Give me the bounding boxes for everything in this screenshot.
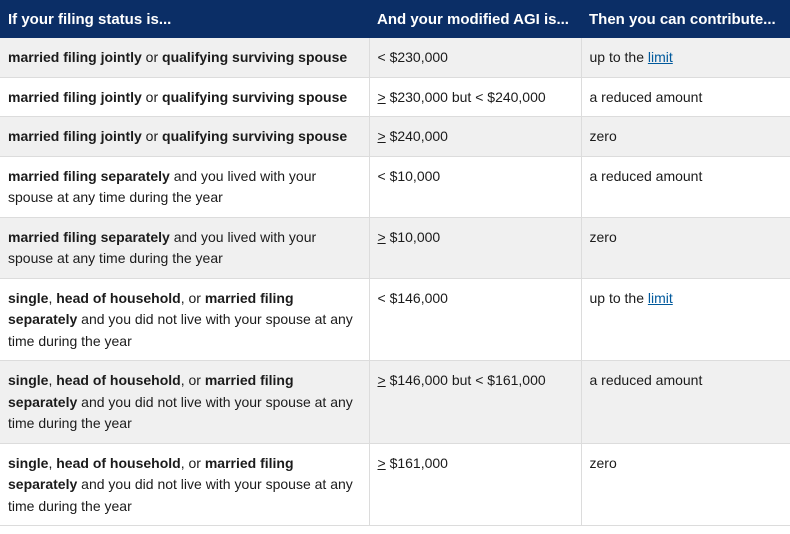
filing-status-term: married filing separately	[8, 454, 294, 492]
filing-status-text: and you did not live with your spouse at any time during the year	[8, 311, 353, 349]
contribution-text: zero	[589, 128, 617, 144]
filing-status-cell	[0, 443, 369, 526]
agi-comparison-symbol: >	[377, 372, 386, 388]
agi-amount: $230,000 but < $240,000	[385, 88, 546, 105]
table-row	[0, 38, 790, 77]
table-row	[0, 217, 790, 278]
table-row	[0, 361, 790, 444]
contribution-text: zero	[589, 454, 617, 471]
contribution-text: a reduced amount	[589, 167, 703, 184]
header-modified-agi: And your modified AGI is...	[369, 0, 581, 38]
contribution-cell	[581, 38, 790, 77]
filing-status-text: , or	[180, 372, 205, 388]
filing-status-term: married filing jointly	[8, 88, 142, 105]
filing-status-term: head of household	[56, 454, 181, 471]
filing-status-cell	[0, 117, 369, 157]
agi-comparison-symbol: <	[377, 49, 386, 65]
filing-status-text: or	[141, 88, 163, 105]
filing-status-cell	[0, 278, 369, 361]
header-contribute: Then you can contribute...	[581, 0, 790, 38]
agi-amount: $240,000	[385, 128, 448, 144]
filing-status-term: single	[8, 372, 49, 388]
filing-status-text: ,	[48, 454, 57, 471]
contribution-cell	[581, 156, 790, 217]
filing-status-term: qualifying surviving spouse	[162, 49, 348, 65]
modified-agi-cell	[369, 77, 581, 117]
agi-amount: $146,000	[385, 289, 448, 306]
filing-status-text: ,	[48, 372, 57, 388]
filing-status-cell	[0, 217, 369, 278]
modified-agi-cell	[369, 117, 581, 157]
filing-status-term: head of household	[56, 289, 181, 306]
contribution-cell	[581, 217, 790, 278]
table-row	[0, 443, 790, 526]
filing-status-text: and you lived with your spouse at any time during the year	[8, 228, 317, 266]
filing-status-term: head of household	[56, 372, 181, 388]
agi-comparison-symbol: >	[377, 454, 386, 471]
agi-amount: $161,000	[385, 454, 448, 471]
filing-status-term: married filing separately	[8, 167, 170, 184]
filing-status-text: or	[141, 49, 163, 65]
table-row	[0, 77, 790, 117]
filing-status-cell	[0, 361, 369, 444]
header-row	[0, 0, 790, 38]
limit-link[interactable]: limit	[647, 289, 673, 306]
filing-status-term: married filing separately	[8, 289, 294, 327]
agi-amount: $10,000	[385, 228, 441, 245]
filing-status-text: and you did not live with your spouse at any time during the year	[8, 393, 353, 431]
filing-status-text: , or	[180, 289, 205, 306]
filing-status-term: qualifying surviving spouse	[162, 88, 348, 105]
modified-agi-cell	[369, 443, 581, 526]
table-body	[0, 38, 790, 526]
modified-agi-cell	[369, 156, 581, 217]
filing-status-cell	[0, 156, 369, 217]
filing-status-text: , or	[180, 454, 205, 471]
table-header	[0, 0, 790, 38]
agi-comparison-symbol: >	[377, 88, 386, 105]
contribution-cell	[581, 443, 790, 526]
filing-status-term: married filing separately	[8, 228, 170, 245]
agi-comparison-symbol: >	[377, 128, 386, 144]
modified-agi-cell	[369, 217, 581, 278]
filing-status-cell	[0, 77, 369, 117]
contribution-text: a reduced amount	[589, 372, 703, 388]
contribution-cell	[581, 77, 790, 117]
limit-link[interactable]: limit	[647, 49, 673, 65]
filing-status-term: single	[8, 289, 49, 306]
filing-status-term: married filing jointly	[8, 49, 142, 65]
contribution-text: up to the	[589, 289, 648, 306]
contribution-text: up to the	[589, 49, 648, 65]
filing-status-text: ,	[48, 289, 57, 306]
filing-status-cell	[0, 38, 369, 77]
filing-status-text: or	[141, 128, 163, 144]
filing-status-text: and you lived with your spouse at any time during the year	[8, 167, 317, 205]
filing-status-text: and you did not live with your spouse at any time during the year	[8, 476, 353, 514]
table-row	[0, 117, 790, 157]
agi-amount: $146,000 but < $161,000	[385, 372, 546, 388]
contribution-cell	[581, 278, 790, 361]
contribution-cell	[581, 117, 790, 157]
agi-comparison-symbol: <	[377, 167, 386, 184]
contribution-text: zero	[589, 228, 617, 245]
contribution-cell	[581, 361, 790, 444]
filing-status-term: married filing jointly	[8, 128, 142, 144]
modified-agi-cell	[369, 38, 581, 77]
agi-comparison-symbol: <	[377, 289, 386, 306]
table-row	[0, 156, 790, 217]
agi-amount: $10,000	[385, 167, 441, 184]
agi-amount: $230,000	[385, 49, 448, 65]
agi-comparison-symbol: >	[377, 228, 386, 245]
filing-status-term: married filing separately	[8, 372, 294, 410]
table-row	[0, 278, 790, 361]
header-filing-status: If your filing status is...	[0, 0, 369, 38]
contribution-text: a reduced amount	[589, 88, 703, 105]
modified-agi-cell	[369, 278, 581, 361]
filing-status-term: single	[8, 454, 49, 471]
filing-status-term: qualifying surviving spouse	[162, 128, 348, 144]
modified-agi-cell	[369, 361, 581, 444]
